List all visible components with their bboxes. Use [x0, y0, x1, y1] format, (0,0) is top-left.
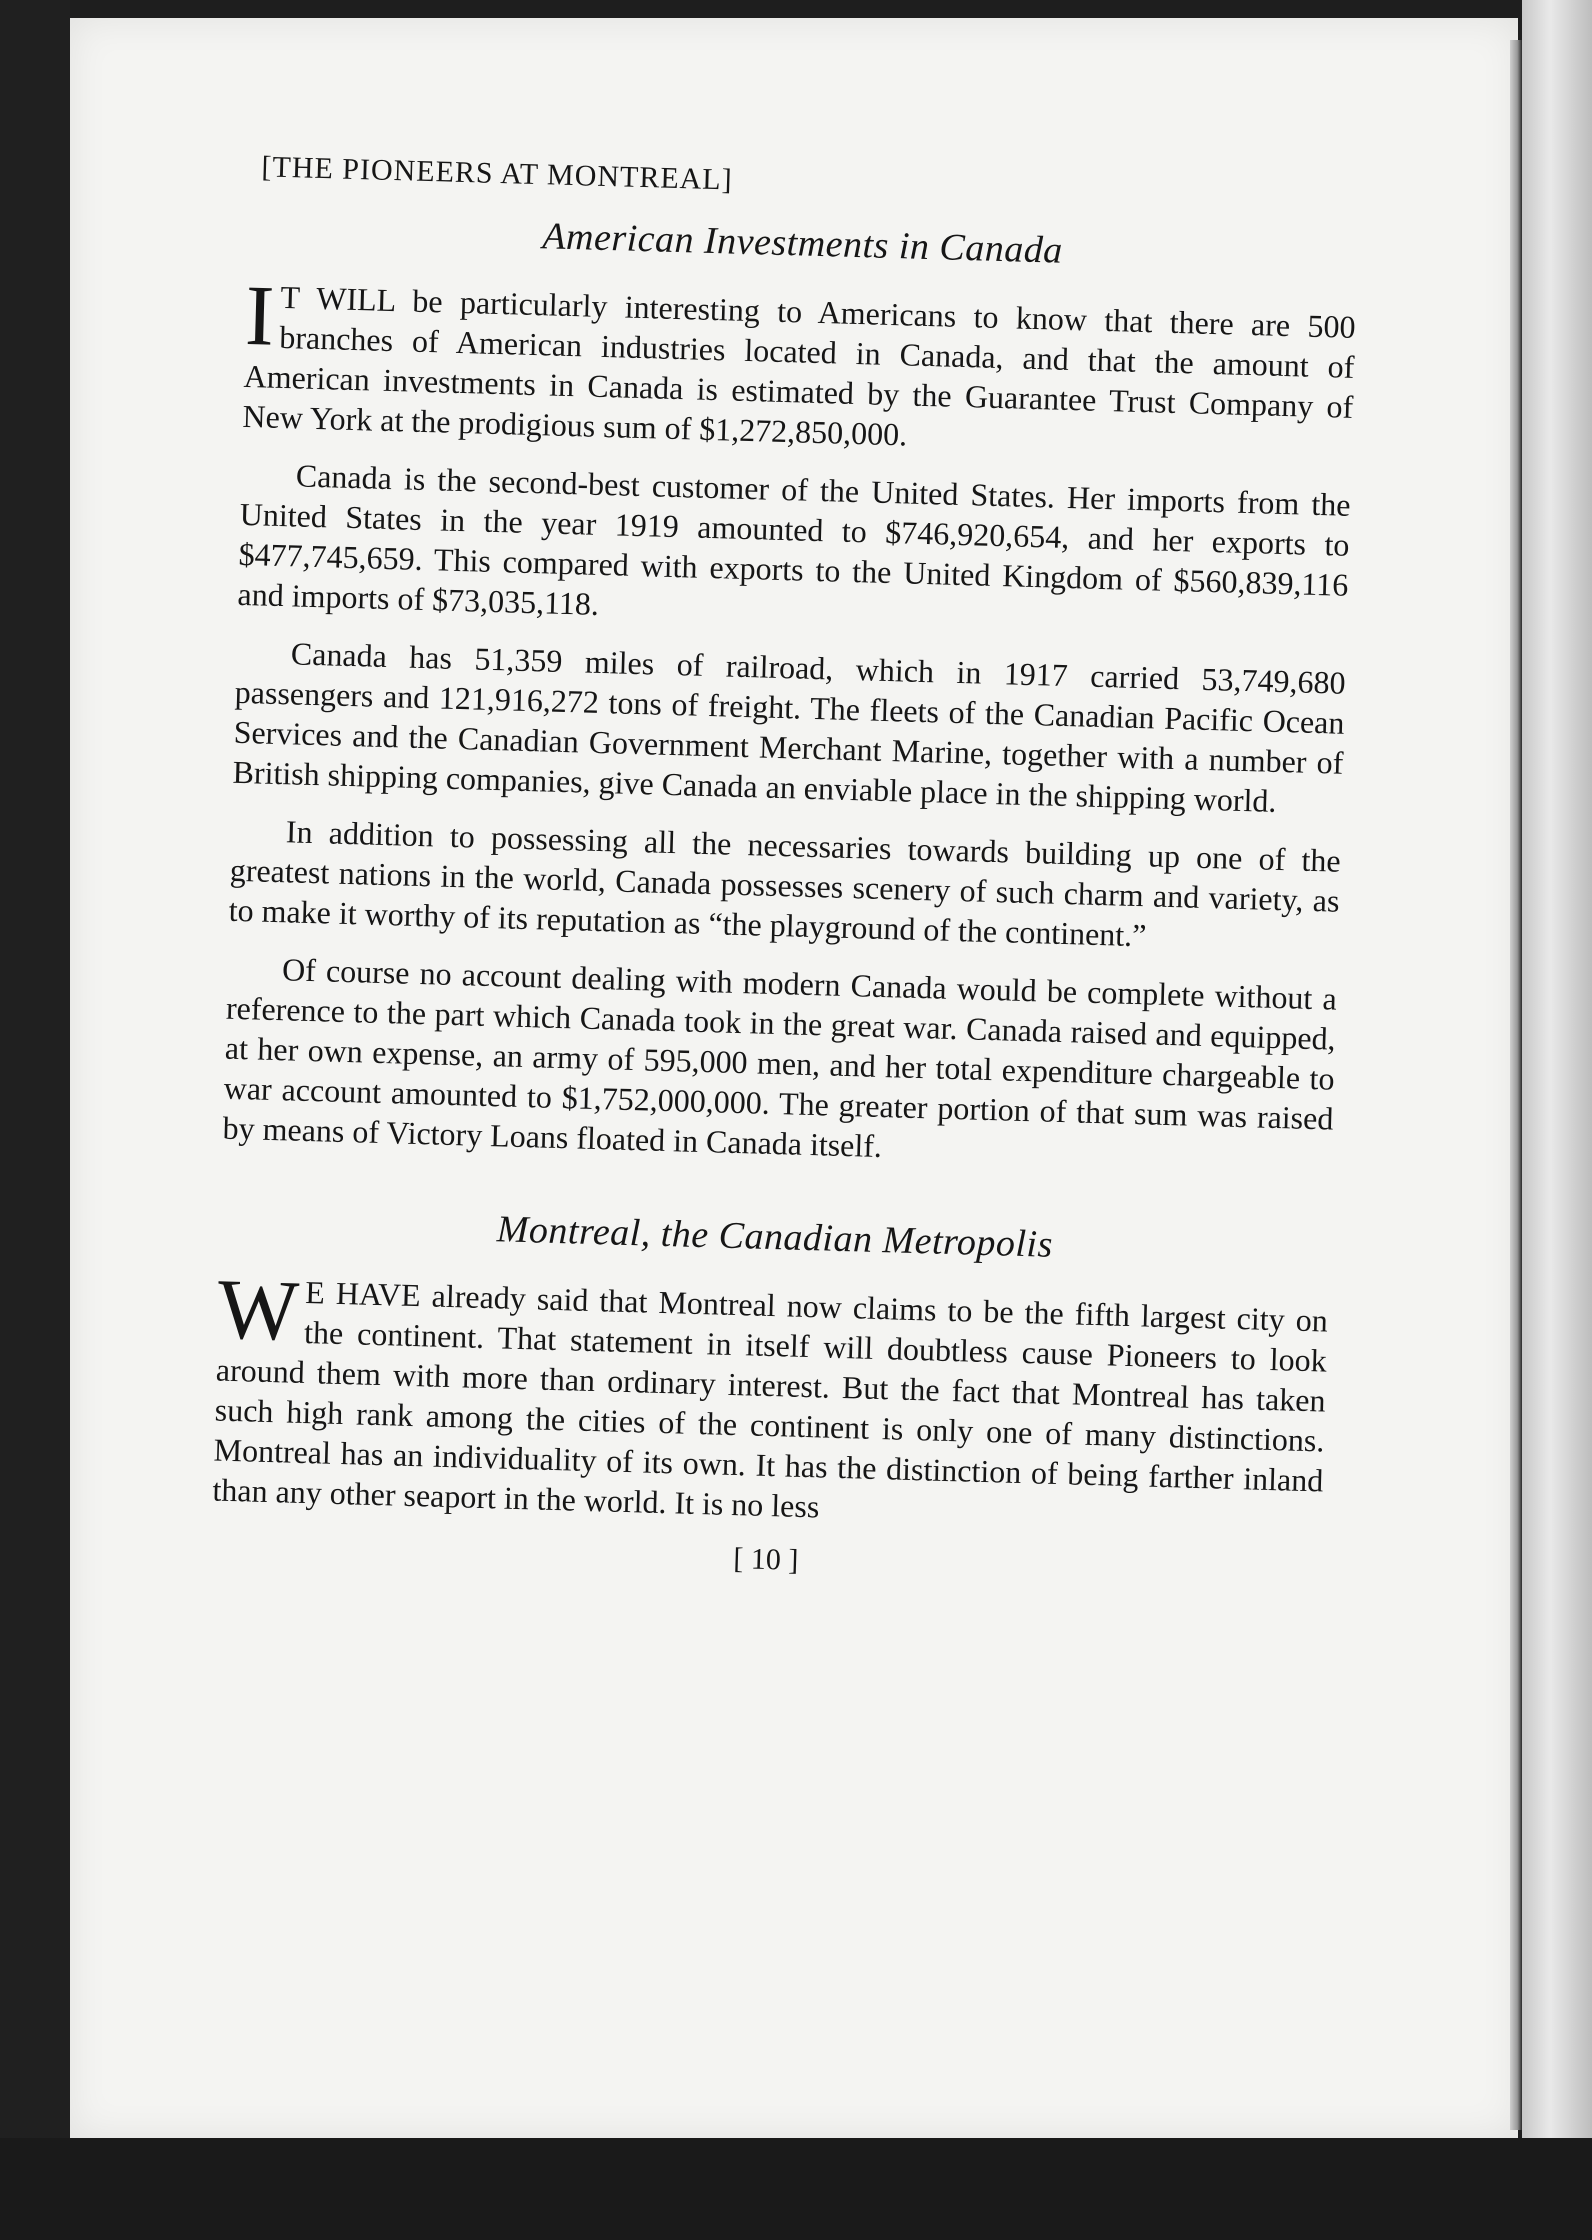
paragraph-text: already said that Montreal now claims to be the fifth largest city on the continent. That statement in itself will doubtless cause Pioneers to look around them with more than ordinary interest. But the fact that Montreal has taken such high rank among the cities of the continent is only one of many distinctions. Montreal has an individuality of its own. It has the distinction of being farther inland than any other seaport in the world. It is no less [212, 1277, 1329, 1525]
paragraph [242, 266, 1357, 467]
page-text [211, 150, 1360, 1592]
page-number: [ 10 ] [732, 1542, 799, 1577]
drop-cap: I [244, 266, 276, 364]
section-title-montreal-metropolis: Montreal, the Canadian Metropolis [496, 1208, 1054, 1266]
section-title-american-investments: American Investments in Canada [541, 215, 1064, 272]
paragraph-text: be particularly interesting to Americans to know that there are 500 branches of American industries located in Canada, and that the amount of American investments in Canada is estimated by the Guarantee Trust Company of New York at the prodigious sum of $1,272,850,000. [242, 282, 1357, 453]
paragraph: Of course no account dealing with modern Canada would be complete without a reference to the part which Canada took in the great war. Canada raised and equipped, at her own expense, an army of 595,000 men, and her total expenditure chargeable to war account amounted to $1,752,000,000. The greater portion of that sum was raised by means of Victory Loans floated in Canada itself. [222, 951, 1338, 1165]
lead-in: T WILL [280, 278, 396, 319]
paragraph: Canada is the second-best customer of the United States. Her imports from the United States in the year 1919 amounted to $746,920,654, and her exports to $477,745,659. This compared with exports to the United Kingdom of $560,839,116 and imports of $73,035,118. [237, 457, 1352, 622]
scan-margin-left [0, 0, 70, 2240]
scan-margin-bottom [0, 2138, 1592, 2240]
lead-in: E HAVE [304, 1273, 422, 1314]
paragraph: Canada has 51,359 miles of railroad, which in 1917 carried 53,749,680 passengers and 121,916,272 tons of freight. The fleets of the Canadian Pacific Ocean Services and the Canadian Government Merchant Marine, together with a number of British shipping companies, give Canada an enviable place in the shipping world. [232, 635, 1347, 819]
paragraph: In addition to possessing all the necessaries towards building up one of the greatest nations in the world, Canada possesses scenery of such charm and variety, as to make it worthy of its reputation as “the playground of the continent.” [228, 813, 1342, 954]
paragraph [212, 1260, 1329, 1541]
facing-page-edge [1522, 0, 1592, 2240]
running-head: [THE PIONEERS AT MONTREAL] [261, 150, 734, 197]
page-gutter-shadow [1510, 40, 1522, 2130]
drop-cap: W [216, 1260, 301, 1359]
